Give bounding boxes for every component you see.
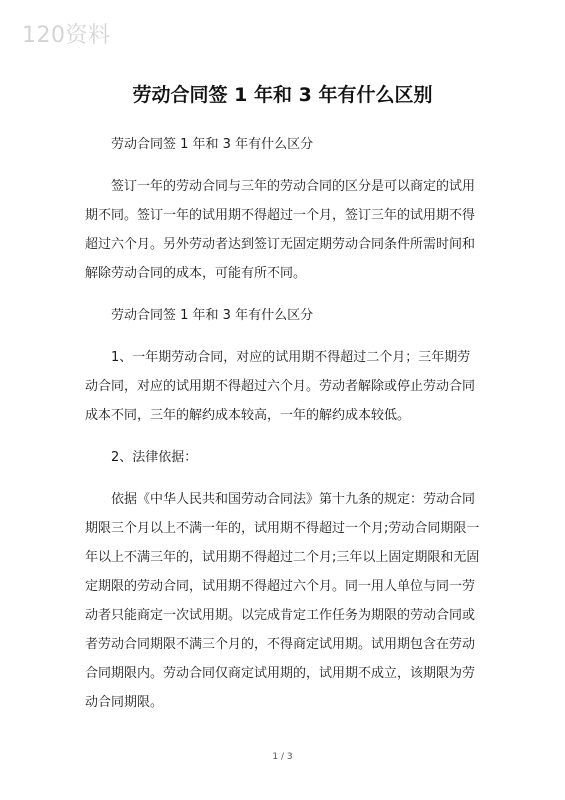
- paragraph-subheading-2: 劳动合同签 1 年和 3 年有什么区分: [111, 308, 314, 323]
- paragraph-point-2-heading: 2、法律依据：: [111, 450, 198, 465]
- document-title: 劳动合同签 1 年和 3 年有什么区别: [132, 84, 433, 106]
- watermark-logo: 120资料: [22, 23, 111, 48]
- paragraph-summary: 签订一年的劳动合同与三年的劳动合同的区分是可以商定的试用期不同。签订一年的试用期不得超过一个月，签订三年的试用期不得超过六个月。另外劳动者达到签订无固定期劳动合同条件所需时间和解除劳动合同的成本，可能有所不同。: [85, 179, 476, 281]
- paragraph-legal-basis: 依据《中华人民共和国劳动合同法》第十九条的规定：劳动合同期限三个月以上不满一年的，试用期不得超过一个月;劳动合同期限一年以上不满三年的，试用期不得超过二个月;三年以上固定期限和无固定期限的劳动合同，试用期不得超过六个月。同一用人单位与同一劳动者只能商定一次试用期。以完成肯定工作任务为期限的劳动合同或者劳动合同期限不满三个月的，不得商定试用期。试用期包含在劳动合同期限内。劳动合同仅商定试用期的，试用期不成立，该期限为劳动合同期限。: [85, 492, 480, 710]
- paragraph-subheading-1: 劳动合同签 1 年和 3 年有什么区分: [111, 137, 314, 152]
- paragraph-point-1: 1、一年期劳动合同，对应的试用期不得超过二个月；三年期劳动合同，对应的试用期不得超过六个月。劳动者解除或停止劳动合同成本不同，三年的解约成本较高，一年的解约成本较低。: [85, 350, 476, 423]
- document-body: [85, 130, 483, 717]
- page-number: 1 / 3: [272, 752, 293, 762]
